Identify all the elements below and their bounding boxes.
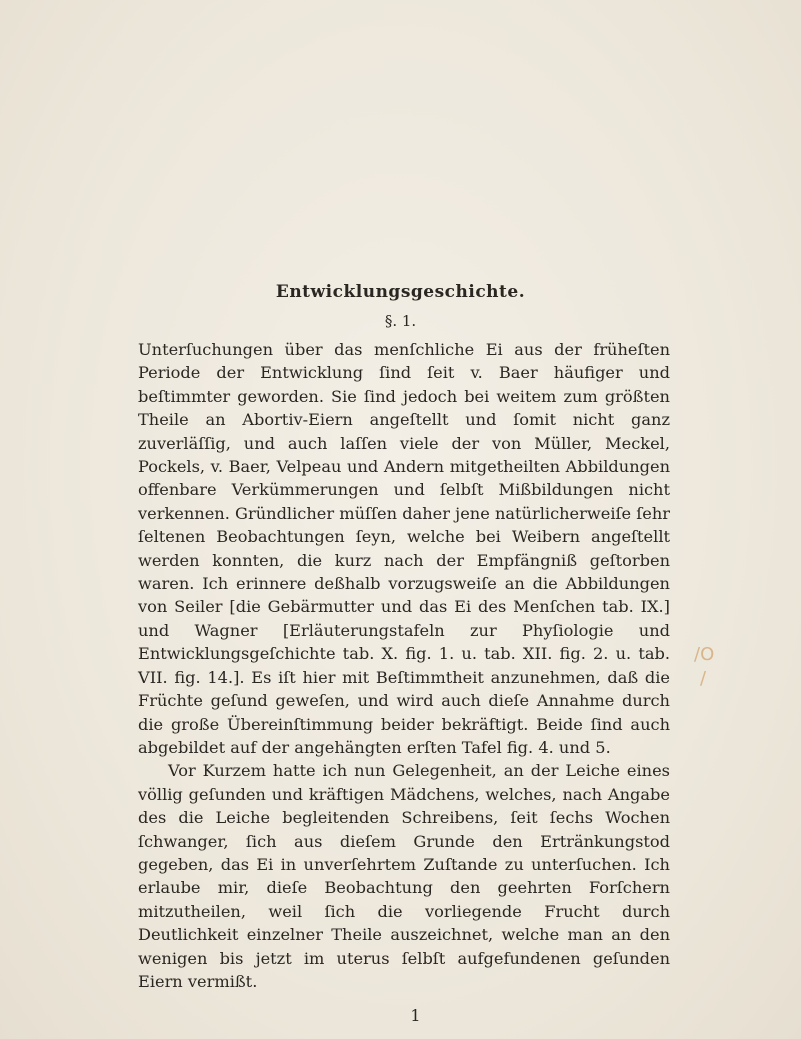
- paragraph-2: Vor Kurzem hatte ich nun Gelegenheit, an der Leiche eines völlig geſunden und kräftigen Mädchens, welches, nach Angabe des die Leiche begleitenden Schreibens, ſeit ſechs Wochen ſchwanger, ſich aus dieſem Grunde den Ertränkungstod gegeben, das Ei in unverſehrtem Zuſtande zu unterſuchen. Ich erlaube mir, dieſe Beobachtung den geehrten Forſchern mitzutheilen, weil ſich die vorliegende Frucht durch Deutlichkeit einzelner Theile auszeichnet, welche man an den wenigen bis jetzt im uterus ſelbſt aufgefundenen geſunden Eiern vermißt.: [138, 761, 670, 991]
- page-heading: Entwicklungsgeschichte.: [275, 282, 526, 302]
- page-number: 1: [410, 1006, 421, 1025]
- margin-annotation: /: [700, 668, 707, 689]
- paragraph-1: Unterſuchungen über das menſchliche Ei aus der früheſten Periode der Entwicklung ſind ſeit v. Baer häufiger und beſtimmter geworden. Sie ſind jedoch bei weitem zum größten Theile an Abortiv-Eiern angeſtellt und ſomit nicht ganz zuverläſſig, und auch laſſen viele der von Müller, Meckel, Pockels, v. Baer, Velpeau und Andern mitgetheilten Abbildungen offenbare Verkümmerungen und ſelbſt Mißbildungen nicht verkennen. Gründlicher müſſen daher jene natürlicherweiſe ſehr ſeltenen Beobachtungen ſeyn, welche bei Weibern angeſtellt werden konnten, die kurz nach der Empfängniß geſtorben waren. Ich erinnere deßhalb vorzugsweiſe an die Abbildungen von Seiler [die Gebärmutter und das Ei des Menſchen tab. IX.] und Wagner [Erläuterungstafeln zur Phyſiologie und Entwicklungsgeſchichte tab. X. fig. 1. u. tab. XII. fig. 2. u. tab. VII. fig. 14.]. Es iſt hier mit Beſtimmtheit anzunehmen, daß die Früchte geſund geweſen, und wird auch dieſe Annahme durch die große Übereinſtimmung beider bekräftigt. Beide ſind auch abgebildet auf der angehängten erſten Tafel fig. 4. und 5.: [138, 340, 670, 757]
- body-text: [138, 338, 670, 993]
- margin-annotation: /O: [694, 644, 715, 665]
- section-number: §. 1.: [384, 312, 417, 330]
